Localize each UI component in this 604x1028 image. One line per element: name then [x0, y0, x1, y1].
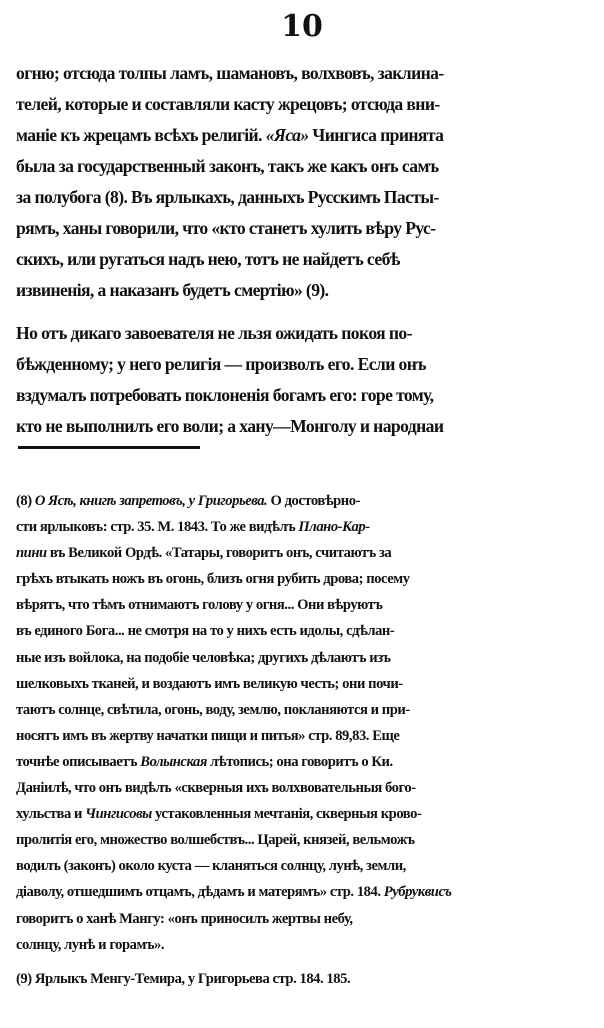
footnote-line [16, 514, 588, 540]
text-line: рямъ, ханы говорили, что «кто станетъ хулить вѣру Рус- [16, 218, 436, 238]
text-segment: устаковленныя мечтанія, скверныя крово- [155, 806, 422, 823]
paragraph-start-line: Но отъ дикаго завоевателя не льзя ожидать покоя по- [16, 323, 412, 343]
footnote-line: Даніилѣ, что онъ видѣлъ «скверныя ихъ волхвовательныя бого- [16, 780, 416, 797]
footnote-line: грѣхъ втыкать ножъ въ огонь, близъ огня рубить дрова; посему [16, 571, 410, 588]
text-line: скихъ, или ругаться надъ нею, тотъ не найдетъ себѣ [16, 249, 400, 269]
footnote-line: таютъ солнце, свѣтила, огонь, воду, землю, покланяются и при- [16, 701, 410, 718]
footnote-line: шелковыхъ тканей, и воздаютъ имъ великую честь; они почи- [16, 675, 403, 692]
text-line: кто не выполнилъ его воли; а хану—Монголу и народнаи [16, 416, 444, 436]
footnote-marker: (8) [16, 493, 32, 509]
footnote-line: (9) Ярлыкъ Менгу-Темира, у Григорьева стр. 184. 185. [16, 970, 351, 987]
footnote-line [16, 540, 588, 566]
footnote-line [16, 879, 588, 905]
text-line [16, 120, 588, 151]
italic-term: пини [16, 545, 47, 562]
text-segment: діаволу, отшедшимъ отцамъ, дѣдамъ и матерямъ» стр. 184. [16, 884, 381, 901]
footnotes [16, 488, 588, 992]
italic-term: Волынская [140, 753, 207, 770]
text-line: была за государственный законъ, такъ же какъ онъ самъ [16, 156, 439, 176]
text-line: огню; отсюда толпы ламъ, шамановъ, волхвовъ, заклина- [16, 63, 444, 83]
italic-term: Чингисовы [85, 806, 152, 823]
footnote-line: ные изъ войлока, на подобіе человѣка; другихъ дѣлаютъ изъ [16, 649, 391, 666]
page-number: 10 [281, 9, 323, 44]
footnote-line: солнцу, лунѣ и горамъ». [16, 936, 165, 953]
footnote-line [16, 488, 588, 514]
footnote-line [16, 749, 588, 775]
footnote-line [16, 801, 588, 827]
text-segment: хульства и [16, 806, 82, 823]
footnote-line: говоритъ о ханѣ Мангу: «онъ приносилъ жертвы небу, [16, 910, 353, 927]
footnote-line: носятъ имъ въ жертву начатки пищи и питья» стр. 89,83. Еще [16, 727, 400, 744]
footnote-line: пролитія его, множество волшебствъ... Царей, князей, вельможъ [16, 832, 415, 849]
main-text [16, 58, 588, 442]
text-segment: Чингиса принята [312, 125, 444, 145]
text-line: бѣжденному; у него религія — произволъ его. Если онъ [16, 354, 426, 374]
text-segment: точнѣе описываетъ [16, 753, 138, 770]
text-line: извиненія, а наказанъ будетъ смертію» (9). [16, 280, 329, 300]
text-line: за полубога (8). Въ ярлыкахъ, данныхъ Русскимъ Пасты- [16, 187, 439, 207]
footnote-line: вѣрятъ, что тѣмъ отнимаютъ голову у огня... Они вѣруютъ [16, 597, 383, 614]
text-segment: сти ярлыковъ: стр. 35. М. 1843. То же видѣлъ [16, 519, 296, 536]
italic-term: Рубруквисъ [383, 884, 452, 901]
italic-term: «Яса» [265, 125, 309, 145]
footnote-line: въ единого Бога... не смотря на то у нихъ есть идолы, сдѣлан- [16, 623, 395, 640]
footnote-line: водилъ (законъ) около куста — кланяться солнцу, лунѣ, земли, [16, 858, 406, 875]
italic-term: Плано-Кар- [298, 519, 370, 536]
text-segment: лѣтопись; она говоритъ о Ки. [210, 753, 393, 770]
text-segment: маніе къ жрецамъ всѣхъ религій. [16, 125, 262, 145]
text-line: телей, которые и составляли касту жрецовъ; отсюда вни- [16, 94, 440, 114]
italic-term: О Ясѣ, книгѣ запретовъ, у Григорьева. [34, 493, 268, 509]
footnote-divider [18, 446, 200, 449]
text-line: вздумалъ потребовать поклоненія богамъ его: горе тому, [16, 385, 434, 405]
text-segment: О достовѣрно- [270, 493, 361, 509]
text-segment: въ Великой Ордѣ. «Татары, говоритъ онъ, считаютъ за [49, 545, 392, 562]
